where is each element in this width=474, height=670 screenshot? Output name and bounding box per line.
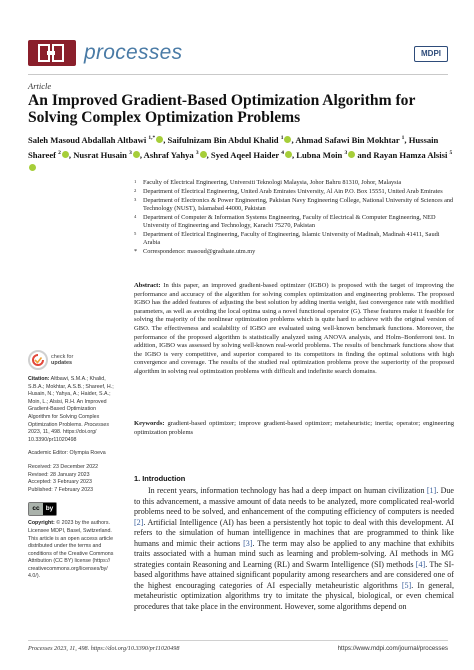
paragraph-text: . Artificial Intelligence (AI) has been a persistently hot topic to deal with this development. AI refers to the simulation of human intelligence in machines that are programmed to think like humans and mimic their actions — [134, 517, 454, 548]
copyright-label: Copyright: — [28, 520, 55, 527]
publisher-logo[interactable]: MDPI — [414, 46, 448, 62]
affiliation-item — [134, 231, 454, 248]
affiliation-item — [134, 197, 454, 214]
orcid-icon[interactable] — [200, 151, 207, 158]
author-affiliation-marker: 3 — [195, 149, 199, 156]
orcid-icon[interactable] — [348, 151, 355, 158]
citation-label: Citation: — [28, 376, 50, 382]
orcid-icon[interactable] — [62, 151, 69, 158]
author-list: Saleh Masoud Abdallah Altbawi $^{1,*}$ , Saifulnizam Bin Abdul Khalid $^1$ , Ahmad Safawi Bin Mokhtar $^1$, Hussain Shareef $^2$ , Nusrat Husain $^3$ , Ashraf Yahya $^3$ , Syed Aqeel Haider $^4$ , Lubna Moin $^3$ and Rayan Hamza Alsisi $^5$ — [28, 132, 456, 175]
author-name[interactable]: Nusrat Husain — [73, 149, 130, 160]
cc-by-license-icon[interactable] — [28, 502, 57, 516]
academic-editor: Academic Editor: Olympia Roeva — [28, 450, 106, 457]
affiliation-list — [134, 179, 454, 257]
footer-divider — [28, 640, 448, 641]
article-type: Article — [28, 81, 52, 91]
author-affiliation-marker: 4 — [281, 149, 284, 156]
affiliation-text: Correspondence: masoud@graduate.utm.my — [143, 247, 256, 255]
affiliation-item — [134, 248, 454, 256]
citation-link[interactable]: [2] — [134, 517, 144, 527]
orcid-icon[interactable] — [285, 151, 292, 158]
footer-journal-url[interactable]: https://www.mdpi.com/journal/processes — [337, 645, 448, 652]
cc-label: cc — [29, 503, 43, 515]
author-name[interactable]: Ahmad Safawi Bin Mokhtar — [295, 134, 402, 145]
copyright-text: © 2023 by the authors. Licensee MDPI, Basel, Switzerland. This article is an open access article distributed under the terms and conditions of the Creative Commons Attribution (CC BY) license (https:// creativecommons.org/licenses/by/ 4.0/). — [28, 520, 114, 580]
journal-name[interactable]: processes — [84, 41, 183, 64]
affiliation-item — [134, 188, 454, 196]
citation-link[interactable]: [1] — [426, 486, 437, 495]
paragraph-text: In recent years, information technology has had a deep impact on human civilization — [148, 486, 427, 495]
author-affiliation-marker: 3 — [129, 149, 132, 156]
author-name[interactable]: Lubna Moin — [296, 149, 345, 160]
journal-logo-icon — [28, 40, 76, 66]
citation-link[interactable]: [3] — [243, 538, 253, 548]
section-title: 1. Introduction — [134, 474, 186, 483]
check-updates-line2: updates — [51, 360, 73, 366]
author-affiliation-marker: 1 — [401, 135, 405, 141]
abstract-label: Abstract: — [134, 282, 161, 289]
copyright — [28, 520, 118, 581]
paragraph-text: . In general, metaheuristic optimization algorithms try to imitate the physical, biological, or even chemical procedures that take place in the environment. However, some algorithms depend on — [134, 580, 454, 612]
affiliation-text: Department of Computer & Information Systems Engineering, Faculty of Electrical & Computer Engineering, NED University of Engineering and Technology, Karachi 75270, Pakistan — [143, 213, 436, 229]
affiliation-text: Faculty of Electrical Engineering, Universiti Teknologi Malaysia, Johor Bahru 81310, Johor, Malaysia — [143, 179, 402, 186]
affiliation-number: 2 — [134, 187, 137, 193]
orcid-icon[interactable] — [284, 136, 291, 143]
check-for-updates-button[interactable] — [28, 350, 118, 370]
keywords — [134, 420, 454, 437]
revised-date: Revised: 28 January 2023 — [28, 471, 90, 478]
orcid-icon[interactable] — [156, 136, 163, 143]
affiliation-text: Department of Electrical Engineering, Faculty of Engineering, Islamic University of Madinah, Madinah 41411, Saudi Arabia — [143, 230, 440, 247]
author-affiliation-marker: 2 — [58, 149, 61, 156]
paragraph-text: . The term may also be applied to any machine that exhibits traits associated with a human mind such as learning and problem-solving. AI methods in MG strategies contain Reasoning and Learning (RL) and Swarm Intelligence (SI) methods — [134, 538, 455, 569]
history-dates — [28, 464, 118, 494]
citation — [28, 376, 118, 444]
affiliation-text: Department of Electronics & Power Engineering, Pakistan Navy Engineering College, National University of Sciences and Technology (NUST), Islamabad 44000, Pakistan — [143, 196, 454, 212]
author-affiliation-marker: 5 — [449, 149, 453, 156]
citation-details[interactable]: 2023, 11, 498. https://doi.org/ 10.3390/pr11020498 — [28, 429, 97, 443]
orcid-icon[interactable] — [29, 164, 36, 171]
published-date: Published: 7 February 2023 — [28, 486, 94, 493]
footer-citation: Processes 2023, 11, 498. https://doi.org/10.3390/pr11020498 — [28, 645, 180, 652]
keywords-label: Keywords: — [134, 420, 165, 427]
author-name[interactable]: Ashraf Yahya — [143, 149, 196, 160]
author-affiliation-marker: 1 — [280, 135, 284, 141]
author-affiliation-marker: 1,* — [148, 135, 156, 141]
affiliation-number: 1 — [134, 179, 137, 184]
author-affiliation-marker: 3 — [344, 149, 348, 156]
check-updates-line1: check for — [51, 353, 74, 360]
header-divider — [28, 74, 448, 75]
article-title: An Improved Gradient-Based Optimization Algorithm for Solving Complex Optimization Problems — [28, 92, 416, 126]
abstract-text: In this paper, an improved gradient-based optimizer (IGBO) is proposed with the target of improving the performance and accuracy of the algorithm for solving complex optimization and engineering problems. The proposed IGBO has the added features of adjusting the best solution by adding inertia weight, fast convergence rate with modified parameters, as well as avoiding the local optima using a novel functional operator (G). These features make it feasible for solving the majority of the nonlinear optimization problems which is quite hard to achieve with the original version of GBO. The effectiveness and scalability of IGBO are evaluated using well-known benchmark functions. Moreover, the performance of the proposed algorithm is statistically analyzed using ANOVA analysis, and Holm–Bonferroni test. In addition, IGBO was assessed by solving well-known real-world problems. The results of benchmark functions show that the IGBO is very competitive, and superior compared to its competitors in finding the optimal solutions with high convergence and coverage. The results of the studied real optimization problems prove the superiority of the proposed algorithm in solving real optimization problems with difficult and indefinite search domains. — [134, 282, 455, 375]
affiliation-number: 4 — [134, 213, 137, 219]
citation-link[interactable]: [5] — [401, 580, 412, 590]
affiliation-item — [134, 214, 454, 231]
introduction-paragraph — [134, 486, 454, 613]
paragraph-text: . The SI-based algorithms have attained significant popularity among researchers and are considered one of the highest encouraging categories of AI especially metaheuristic algorithms — [134, 559, 454, 590]
by-label: by — [43, 503, 56, 515]
affiliation-number: 5 — [134, 230, 137, 236]
affiliation-number: * — [134, 247, 138, 255]
author-name[interactable]: Syed Aqeel Haider — [210, 149, 282, 160]
affiliation-item — [134, 179, 454, 187]
orcid-icon[interactable] — [133, 151, 140, 158]
author-name[interactable]: Saifulnizam Bin Abdul Khalid — [167, 134, 281, 145]
citation-journal: Processes — [84, 421, 109, 428]
article-sidebar — [28, 350, 118, 587]
keywords-text: gradient-based optimizer; improve gradient-based optimizer; metaheuristic; inertia; operator; engineering optimization problems — [134, 420, 454, 436]
paragraph-text: . Due to this advancement, a massive amount of data needs to be analyzed, more complicated real-world problems need to be solved, and enhancement of the computing efficiency of computers is needed — [134, 486, 454, 517]
author-name[interactable]: Rayan Hamza Alsisi — [373, 149, 450, 160]
author-name[interactable]: Hussain Shareef — [28, 134, 439, 160]
affiliation-text: Department of Electrical Engineering, United Arab Emirates University, Al Ain P.O. Box 15551, United Arab Emirates — [143, 187, 443, 195]
citation-link[interactable]: [4] — [415, 559, 426, 569]
author-name[interactable]: Saleh Masoud Abdallah Altbawi — [28, 134, 149, 145]
accepted-date: Accepted: 3 February 2023 — [28, 479, 92, 486]
received-date: Received: 23 December 2022 — [28, 463, 99, 470]
journal-header — [28, 40, 448, 70]
affiliation-number: 3 — [134, 196, 137, 202]
citation-text: Altbawi, S.M.A.; Khalid, S.B.A.; Mokhtar, A.S.B.; Shareef, H.; Husain, N.; Yahya, A.; Haider, S.A.; Moin, L.; Alsisi, R.H. An Improved Gradient-Based Optimization Algorithm for Solving Complex Optimization Problems. — [28, 376, 114, 428]
check-updates-icon — [28, 350, 48, 370]
abstract — [134, 282, 454, 377]
